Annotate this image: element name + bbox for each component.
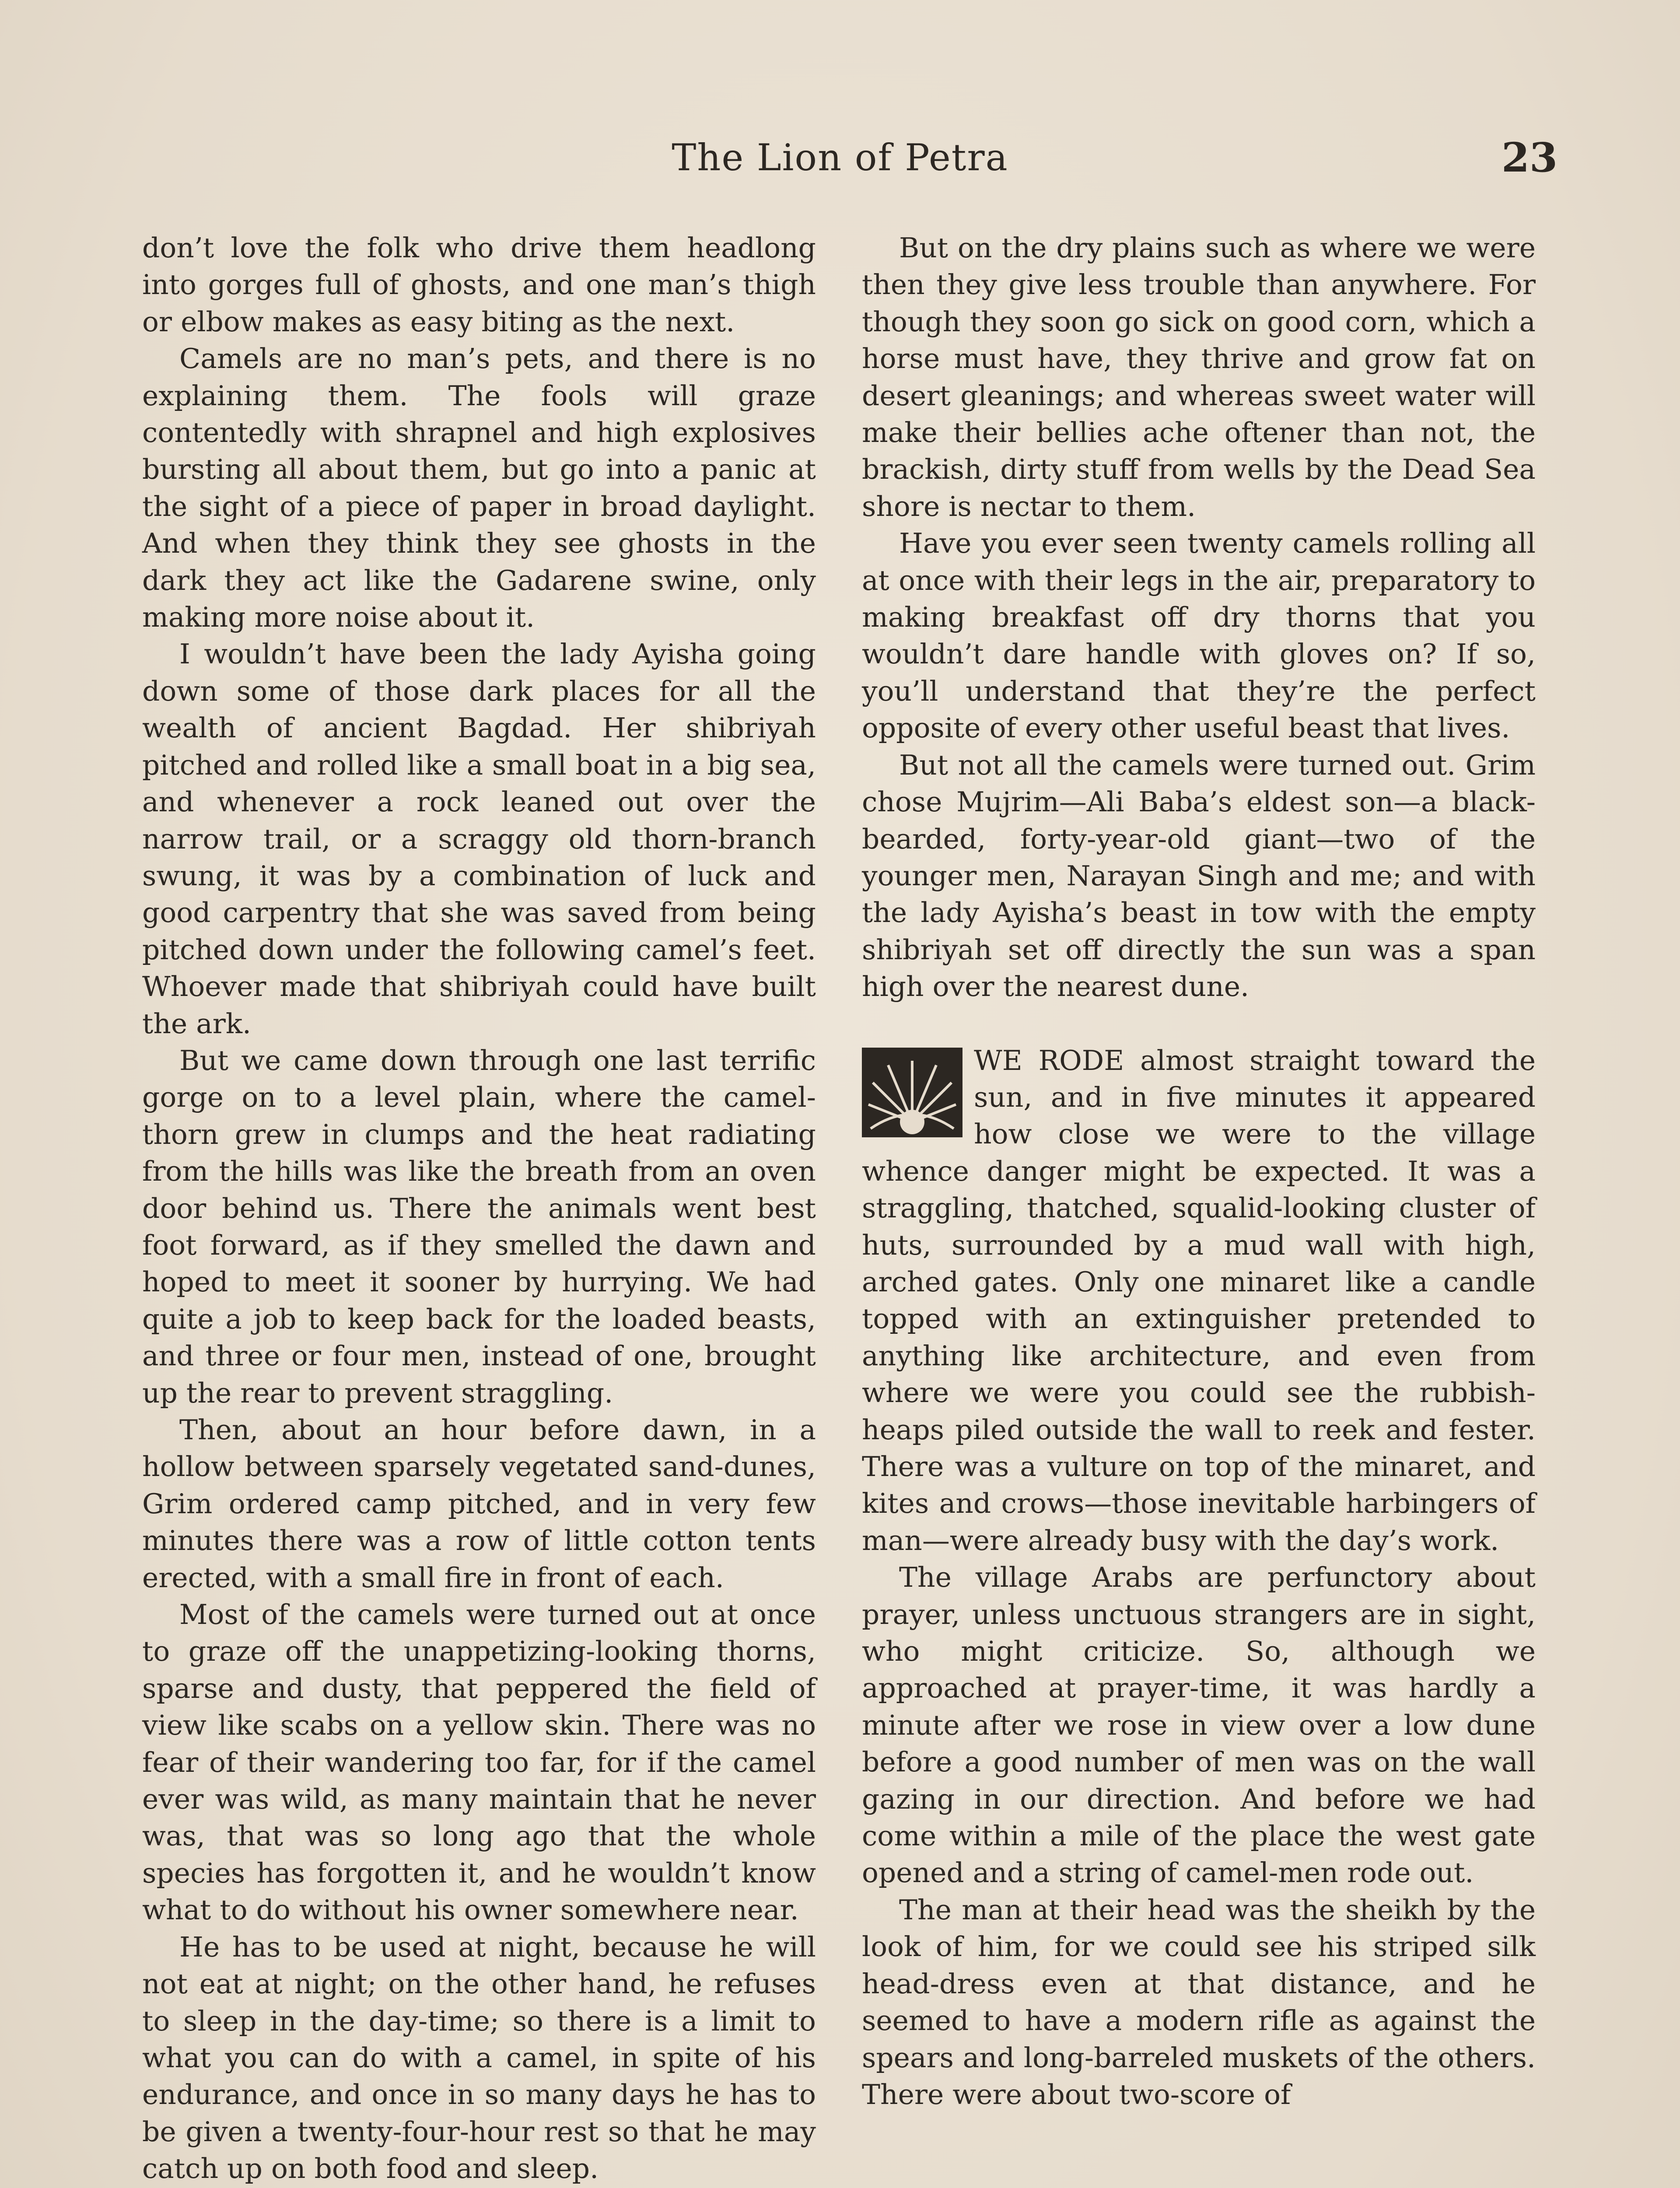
sunburst-ornament-icon xyxy=(862,1048,962,1137)
page-number: 23 xyxy=(1501,134,1558,181)
paragraph: But not all the camels were turned out. Grim chose Mujrim—Ali Baba’s eldest son—a black-bearded, forty-year-old giant—two of the younger men, Narayan Singh and me; and with the lady Ayisha’s beast in tow with the empty shibriyah set off directly the sun was a span high over the nearest dune. xyxy=(862,749,1536,1003)
right-column xyxy=(862,230,1536,2113)
paragraph: He has to be used at night, because he will not eat at night; on the other hand, he refuses to sleep in the day-time; so there is a limit to what you can do with a camel, in spite of his endurance, and once in so many days he has to be given a twenty-four-hour rest so that he may catch up on both food and sleep. xyxy=(142,1931,816,2185)
paragraph: Camels are no man’s pets, and there is no explaining them. The fools will graze contentedly with shrapnel and high explosives bursting all about them, but go into a panic at the sight of a piece of paper in broad daylight. And when they think they see ghosts in the dark they act like the Gadarene swine, only making more noise about it. xyxy=(142,343,816,634)
paragraph: don’t love the folk who drive them headlong into gorges full of ghosts, and one man’s thigh or elbow makes as easy biting as the next. xyxy=(142,232,816,338)
left-column xyxy=(142,230,816,2188)
paragraph: But we came down through one last terrific gorge on to a level plain, where the camel-thorn grew in clumps and the heat radiating from the hills was like the breath from an oven door behind us. There the animals went best foot forward, as if they smelled the dawn and hoped to meet it sooner by hurrying. We had quite a job to keep back for the loaded beasts, and three or four men, instead of one, brought up the rear to prevent straggling. xyxy=(142,1044,816,1409)
paragraph: But on the dry plains such as where we were then they give less trouble than anywhere. For though they soon go sick on good corn, which a horse must have, they thrive and grow fat on desert gleanings; and whereas sweet water will make their bellies ache oftener than not, the brackish, dirty stuff from wells by the Dead Sea shore is nectar to them. xyxy=(862,232,1536,522)
paragraph: WE RODE almost straight toward the sun, and in five minutes it appeared how close we were to the village whence danger might be expected. It was a straggling, thatched, squalid-looking cluster of huts, surrounded by a mud wall with high, arched gates. Only one minaret like a candle topped with an extinguisher pretended to anything like architecture, and even from where we were you could see the rubbish-heaps piled outside the wall to reek and fester. There was a vulture on top of the minaret, and kites and crows—those inevitable harbingers of man—were already busy with the day’s work. xyxy=(862,1044,1536,1557)
paragraph: The village Arabs are perfunctory about prayer, unless unctuous strangers are in sight, who might criticize. So, although we approached at prayer-time, it was hardly a minute after we rose in view over a low dune before a good number of men was on the wall gazing in our direction. And before we had come within a mile of the place the west gate opened and a string of camel-men rode out. xyxy=(862,1561,1536,1889)
paragraph: Then, about an hour before dawn, in a hollow between sparsely vegetated sand-dunes, Grim ordered camp pitched, and in very few minutes there was a row of little cotton tents erected, with a small fire in front of each. xyxy=(142,1414,816,1594)
running-head xyxy=(0,131,1680,184)
paragraph: The man at their head was the sheikh by the look of him, for we could see his striped silk head-dress even at that distance, and he seemed to have a modern rifle as against the spears and long-barreled muskets of the others. There were about two-score of xyxy=(862,1893,1536,2111)
paragraph: Have you ever seen twenty camels rolling all at once with their legs in the air, preparatory to making breakfast off dry thorns that you wouldn’t dare handle with gloves on? If so, you’ll understand that they’re the perfect opposite of every other useful beast that lives. xyxy=(862,527,1536,744)
page-title: The Lion of Petra xyxy=(672,136,1008,179)
paragraph: Most of the camels were turned out at once to graze off the unappetizing-looking thorns, sparse and dusty, that peppered the field of view like scabs on a yellow skin. There was no fear of their wandering too far, for if the camel ever was wild, as many maintain that he never was, that was so long ago that the whole species has forgotten it, and he wouldn’t know what to do without his owner somewhere near. xyxy=(142,1599,816,1926)
section-break xyxy=(862,1006,1536,1042)
paragraph: I wouldn’t have been the lady Ayisha going down some of those dark places for all the wealth of ancient Bagdad. Her shibriyah pitched and rolled like a small boat in a big sea, and whenever a rock leaned out over the narrow trail, or a scraggy old thorn-branch swung, it was by a combination of luck and good carpentry that she was saved from being pitched down under the following camel’s feet. Whoever made that shibriyah could have built the ark. xyxy=(142,638,816,1040)
